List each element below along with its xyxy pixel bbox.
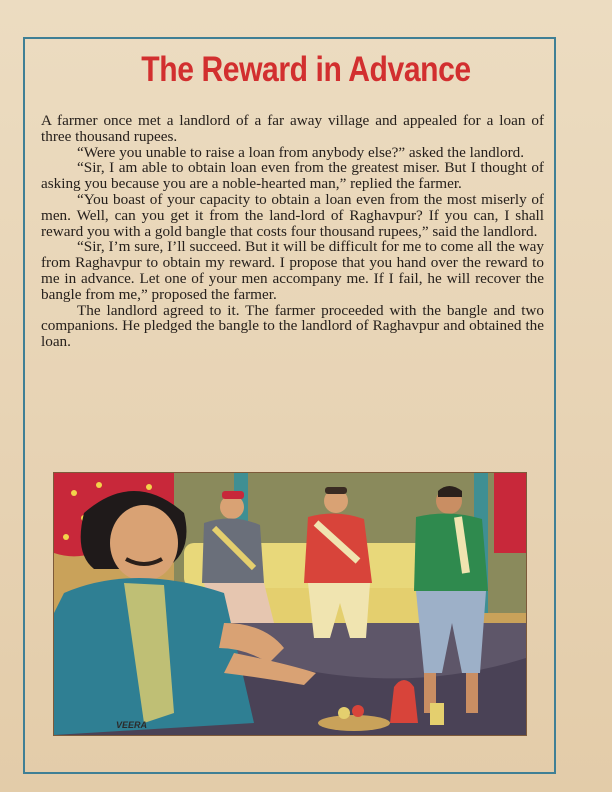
paragraph-5: “Sir, I’m sure, I’ll succeed. But it will be difficult for me to come all the way from Raghavpur to obtain my reward. I propose that you hand over the reward to me in advance. Let one of your men accompany me. If I fail, he will recover the bangle from me,” proposed the farmer. <box>41 238 544 303</box>
story-text <box>41 113 544 350</box>
paragraph-3: “Sir, I am able to obtain loan even from the greatest miser. But I thought of asking you because you are a noble-hearted man,” replied the farmer. <box>41 159 544 193</box>
artist-signature: VEERA <box>116 720 148 730</box>
paragraph-2: “Were you unable to raise a loan from anybody else?” asked the landlord. <box>77 143 525 161</box>
paragraph-1: A farmer once met a landlord of a far away village and appealed for a loan of three thousand rupees. <box>41 112 544 145</box>
story-illustration <box>53 472 527 736</box>
story-title: The Reward in Advance <box>141 50 471 89</box>
paragraph-4: “You boast of your capacity to obtain a loan even from the most miserly of men. Well, can you get it from the land-lord of Raghavpur? If you can, I shall reward you with a gold bangle that costs four thousand rupees,” said the landlord. <box>41 190 544 240</box>
paragraph-6: The landlord agreed to it. The farmer proceeded with the bangle and two companions. He pledged the bangle to the landlord of Raghavpur and obtained the loan. <box>41 301 544 351</box>
right-curtain <box>494 473 526 553</box>
